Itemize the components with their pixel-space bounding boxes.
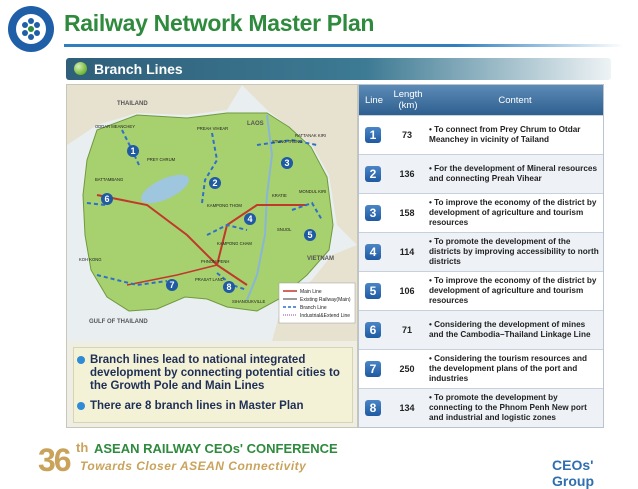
table-row — [359, 388, 603, 427]
line-content: • Considering the tourism resources and the development plans of the port and industries — [429, 354, 588, 383]
svg-text:KRATIE: KRATIE — [272, 193, 287, 198]
svg-text:PHNOM PENH: PHNOM PENH — [201, 259, 230, 264]
section-bullet-icon — [74, 62, 87, 75]
cambodia-map — [67, 85, 357, 341]
line-number-badge: 6 — [365, 322, 381, 338]
line-content: • To improve the economy of the district by development of agriculture and tourism resources — [429, 276, 597, 305]
header-content: Content — [498, 94, 532, 106]
line-content: • To connect from Prey Chrum to Otdar Meanchey in vicinity of Tailand — [429, 125, 581, 144]
table-row — [359, 232, 603, 271]
svg-text:SNUOL: SNUOL — [277, 227, 292, 232]
svg-text:KOH KONG: KOH KONG — [79, 257, 102, 262]
line-number-badge: 7 — [365, 361, 381, 377]
table-row — [359, 154, 603, 193]
map-panel — [66, 84, 358, 428]
section-bar — [66, 58, 611, 80]
svg-text:SIHANOUKVILLE: SIHANOUKVILLE — [232, 299, 266, 304]
conference-number-suffix: th — [76, 440, 89, 455]
page-title: Railway Network Master Plan — [64, 10, 375, 36]
svg-text:Industrial&Extend Line: Industrial&Extend Line — [300, 313, 351, 319]
country-label: LAOS — [247, 121, 264, 127]
line-length: 114 — [399, 247, 415, 257]
svg-text:MONDUL KIRI: MONDUL KIRI — [299, 189, 327, 194]
table-row — [359, 310, 603, 349]
svg-text:5: 5 — [307, 230, 313, 240]
svg-text:STUNG TRENG: STUNG TRENG — [272, 139, 303, 144]
line-length: 106 — [399, 286, 415, 296]
line-length: 71 — [401, 325, 412, 335]
country-label: GULF OF THAILAND — [89, 319, 148, 325]
note-item: There are 8 branch lines in Master Plan — [90, 400, 348, 413]
table-row — [359, 193, 603, 232]
section-title: Branch Lines — [94, 61, 183, 77]
svg-text:BATTAMBANG: BATTAMBANG — [95, 177, 124, 182]
country-label: VIETNAM — [307, 256, 334, 262]
country-label: THAILAND — [117, 101, 148, 107]
line-number-badge: 2 — [365, 166, 381, 182]
table-row — [359, 349, 603, 388]
svg-text:KAMPONG CHAM: KAMPONG CHAM — [217, 241, 252, 246]
asean-railway-logo — [6, 4, 56, 54]
svg-text:ODDAR MEANCHEY: ODDAR MEANCHEY — [95, 124, 136, 129]
svg-text:PREY CHRUM: PREY CHRUM — [147, 157, 176, 162]
line-length: 73 — [401, 130, 412, 140]
svg-text:8: 8 — [226, 282, 232, 292]
line-number-badge: 4 — [365, 244, 381, 260]
svg-text:PRASAT LAND: PRASAT LAND — [195, 277, 224, 282]
svg-text:KAMPONG THOM: KAMPONG THOM — [207, 203, 242, 208]
line-length: 134 — [399, 403, 415, 413]
bullet-icon — [77, 356, 85, 364]
line-number-badge: 5 — [365, 283, 381, 299]
line-content: • To promote the development by connecting to the Phnom Penh New port and industrial and logistic zones — [429, 393, 587, 422]
line-length: 250 — [399, 364, 415, 374]
conference-number: 36 — [38, 442, 70, 478]
header-line: Line — [365, 94, 383, 106]
svg-text:3: 3 — [284, 158, 290, 168]
map-legend — [279, 283, 355, 323]
line-content: • To promote the development of the districts by improving accessibility to north districts — [429, 237, 599, 266]
svg-text:7: 7 — [169, 280, 175, 290]
line-length: 158 — [399, 208, 415, 218]
svg-text:4: 4 — [247, 214, 253, 224]
svg-text:Main Line: Main Line — [300, 289, 322, 295]
svg-text:6: 6 — [104, 194, 110, 204]
line-content: • Considering the development of mines and the Cambodia–Thailand Linkage Line — [429, 320, 591, 339]
svg-text:1: 1 — [130, 146, 136, 156]
line-number-badge: 3 — [365, 205, 381, 221]
svg-text:Branch Line: Branch Line — [300, 305, 327, 311]
svg-text:RATTANAK KIRI: RATTANAK KIRI — [295, 133, 327, 138]
branch-lines-table — [358, 84, 604, 428]
conference-name: ASEAN RAILWAY CEOs' CONFERENCE — [94, 441, 338, 456]
svg-text:Existing Railway(Main): Existing Railway(Main) — [300, 297, 351, 303]
ceos-group-label: CEOs' Group — [552, 457, 594, 489]
notes-box — [73, 347, 353, 423]
title-underline — [64, 44, 624, 47]
line-number-badge: 8 — [365, 400, 381, 416]
table-header — [359, 85, 603, 115]
svg-text:2: 2 — [212, 178, 218, 188]
line-content: • For the development of Mineral resources and connecting Preah Vihear — [429, 164, 598, 183]
header-length: Length (km) — [393, 89, 423, 111]
note-item: Branch lines lead to national integrated development by connecting potential cities to the Growth Pole and Main Lines — [90, 354, 348, 393]
table-row — [359, 271, 603, 310]
table-row — [359, 115, 603, 154]
svg-text:PREAH VIHEAR: PREAH VIHEAR — [197, 126, 229, 131]
line-content: • To improve the economy of the district by development of agriculture and tourism resources — [429, 198, 597, 227]
line-length: 136 — [399, 169, 415, 179]
bullet-icon — [77, 402, 85, 410]
line-number-badge: 1 — [365, 127, 381, 143]
conference-tagline: Towards Closer ASEAN Connectivity — [80, 459, 307, 473]
